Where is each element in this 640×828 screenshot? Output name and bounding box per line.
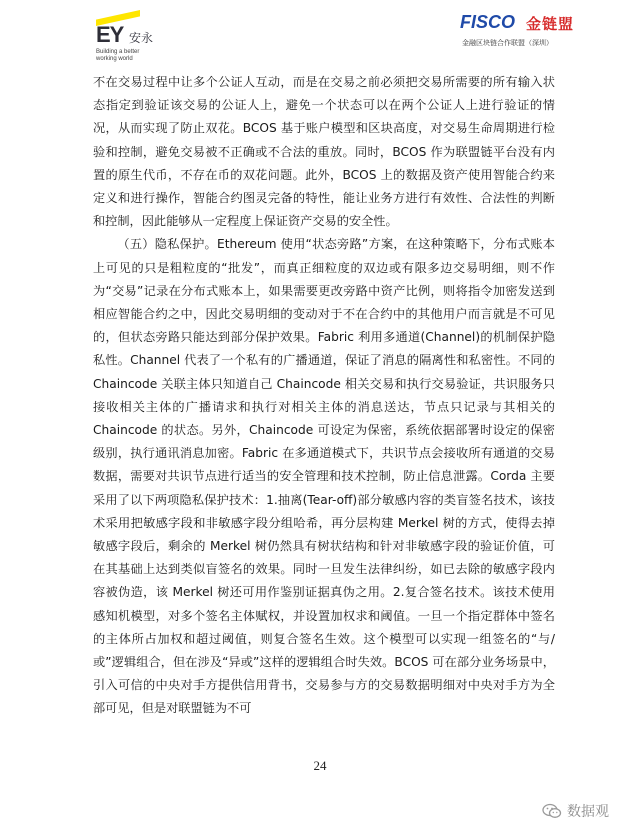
paragraph-privacy-protection: （五）隐私保护。Ethereum 使用“状态旁路”方案，在这种策略下，分布式账本上可见的只是粗粒度的“批发”，而真正细粒度的双边或有限多边交易明细，则不作为“交易”记录在分布式账本上，如果需要更改旁路中资产比例，则将指令加密发送到相应智能合约之中，因此交易明细的变动对于不在合约中的其他用户而言就是不可见的，但状态旁路只能达到部分保护效果。Fabric 利用多通道(Channel)的机制保护隐私性。Channel 代表了一个私有的广播通道，保证了消息的隔离性和私密性。不同的 Chaincode 关联主体只知道自己 Chaincode 相关交易和执行交易验证，共识服务只接收相关主体的广播请求和执行对相关主体的消息送达，节点只记录与其相关的 Chaincode 的状态。另外，Chaincode 可设定为保密，系统依据部署时设定的保密级别，执行通讯消息加密。Fabric 在多通道模式下，共识节点会接收所有通道的交易数据，需要对共识节点进行适当的安全管理和技术控制，防止信息泄露。Corda 主要采用了以下两项隐私保护技术：1.抽离(Tear-off)部分敏感内容的类盲签名技术，该技术采用把敏感字段和非敏感字段分组哈希，再分层构建 Merkel 树的方式，使得去掉敏感字段后，剩余的 Merkel 树仍然具有树状结构和针对非敏感字段的验证价值，可在其基础上达到类似盲签名的效果。同时一旦发生法律纠纷，如已去除的敏感字段内容被伪造，该 Merkel 树还可用作鉴别证据真伪之用。2.复合签名技术。该技术使用感知机模型，对多个签名主体赋权，并设置加权求和阈值。一旦一个指定群体中签名的主体所占加权和超过阈值，则复合签名生效。这个模型可以实现一组签名的“与/或”逻辑组合，但在涉及“异或”这样的逻辑组合时失效。BCOS 可在部分业务场景中，引入可信的中央对手方提供信用背书，交易参与方的交易数据明细对中央对手方为全部可见，但是对联盟链为不可 [93,237,555,716]
ey-logo-mark: EY [96,22,124,47]
ey-logo [96,10,206,62]
fisco-logo-subtitle: 金融区块链合作联盟（深圳） [462,39,553,47]
paragraph-double-spend: 不在交易过程中让多个公证人互动，而是在交易之前必须把交易所需要的所有输入状态指定到验证该交易的公证人上，避免一个状态可以在两个公证人上进行验证的情况，从而实现了防止双花。BCOS 基于账户模型和区块高度，对交易生命周期进行检验和控制，避免交易被不正确或不合法的重放。同时，BCOS 作为联盟链平台没有内置的原生代币，不存在币的双花问题。此外，BCOS 上的数据及资产使用智能合约来定义和进行操作，智能合约图灵完备的特性，能让业务方进行有效性、合法性的判断和控制，因此能够从一定程度上保证资产交易的安全性。 [93,75,555,229]
ey-logo-tagline: Building a better working world [96,49,140,62]
watermark-text: 数据观 [567,804,609,820]
page-header [0,0,640,60]
fisco-logo-cn: 金链盟 [526,15,575,33]
page-number: 24 [313,758,327,773]
document-body [93,71,555,721]
ey-logo-cn: 安永 [129,31,154,45]
watermark [542,800,609,822]
fisco-logo-brand: FISCO [460,12,516,32]
fisco-logo [460,12,600,52]
wechat-icon [542,803,562,819]
